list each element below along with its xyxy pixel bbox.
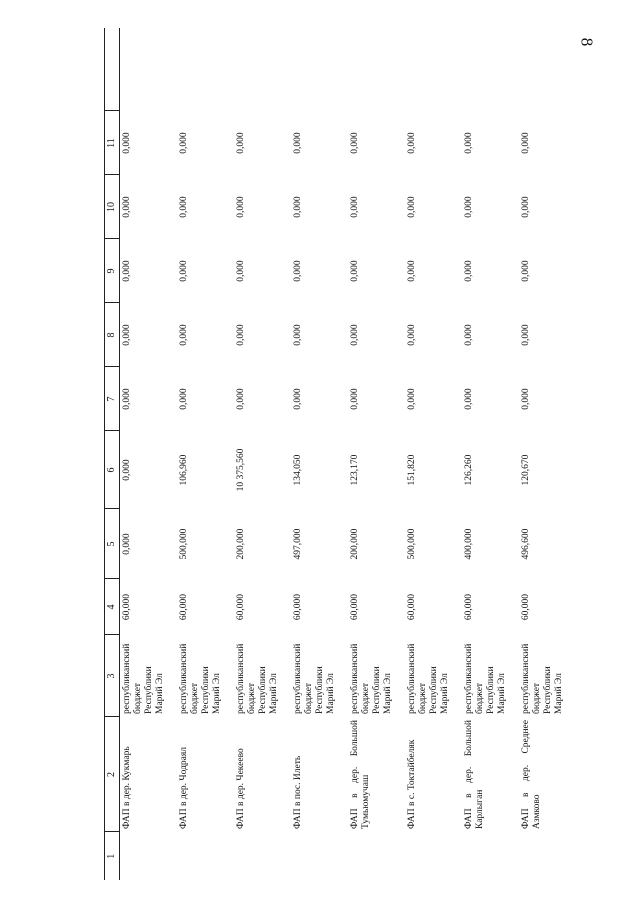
- table-row: [120, 28, 178, 880]
- row-number-cell: [348, 832, 405, 880]
- value-cell-col-5: 200,000: [350, 528, 360, 560]
- header-cell: 8: [105, 303, 120, 367]
- facility-name-cell: ФАП в дер. Кукмарь: [122, 746, 132, 829]
- value-cell-col-9: 0,000: [464, 260, 474, 282]
- value-cell-col-6: 0,000: [122, 459, 132, 481]
- value-cell-col-8: 0,000: [407, 324, 417, 346]
- value-cell-col-4: 60,000: [464, 593, 474, 621]
- row-number-cell: [120, 832, 178, 880]
- header-cell: 6: [105, 431, 120, 509]
- value-cell-col-4: 60,000: [521, 593, 531, 621]
- value-cell-col-4: 60,000: [236, 593, 246, 621]
- value-cell-col-9: 0,000: [236, 260, 246, 282]
- row-number-cell: [519, 832, 576, 880]
- value-cell-col-9: 0,000: [350, 260, 360, 282]
- value-cell-col-6: 134,050: [293, 454, 303, 486]
- facility-name-cell: ФАП в пос. Илеть: [293, 755, 303, 829]
- value-cell-col-5: 400,000: [464, 528, 474, 560]
- value-cell-col-9: 0,000: [122, 260, 132, 282]
- spacer-cell: [462, 28, 519, 111]
- value-cell-col-10: 0,000: [407, 196, 417, 218]
- value-cell-col-6: 106,960: [179, 454, 189, 486]
- facility-name-cell: ФАП в дер. Большой Тумьюмучаш: [350, 720, 371, 829]
- value-cell-col-10: 0,000: [122, 196, 132, 218]
- table-row: [177, 28, 234, 880]
- header-cell: 10: [105, 175, 120, 239]
- row-number-cell: [291, 832, 348, 880]
- spacer-cell: [291, 28, 348, 111]
- facility-name-cell: ФАП в дер. Чекеево: [236, 748, 246, 829]
- header-cell: 1: [105, 832, 120, 880]
- facility-name-cell: ФАП в дер. Большой Карлыган: [464, 720, 485, 829]
- value-cell-col-10: 0,000: [293, 196, 303, 218]
- value-cell-col-8: 0,000: [521, 324, 531, 346]
- value-cell-col-7: 0,000: [521, 388, 531, 410]
- spacer-cell: [405, 28, 462, 111]
- value-cell-col-11: 0,000: [122, 132, 132, 154]
- spacer-cell: [234, 28, 291, 111]
- funding-source-cell: республиканский бюджет Республики Марий Эл: [179, 643, 222, 714]
- value-cell-col-10: 0,000: [236, 196, 246, 218]
- value-cell-col-6: 123,170: [350, 454, 360, 486]
- value-cell-col-11: 0,000: [236, 132, 246, 154]
- value-cell-col-8: 0,000: [122, 324, 132, 346]
- funding-source-cell: республиканский бюджет Республики Марий Эл: [122, 643, 165, 714]
- value-cell-col-8: 0,000: [236, 324, 246, 346]
- table-row: [462, 28, 519, 880]
- value-cell-col-4: 60,000: [293, 593, 303, 621]
- header-row: [105, 28, 120, 880]
- header-cell: 5: [105, 509, 120, 579]
- value-cell-col-7: 0,000: [407, 388, 417, 410]
- value-cell-col-9: 0,000: [407, 260, 417, 282]
- value-cell-col-5: 200,000: [236, 528, 246, 560]
- value-cell-col-7: 0,000: [293, 388, 303, 410]
- value-cell-col-7: 0,000: [464, 388, 474, 410]
- funding-source-cell: республиканский бюджет Республики Марий Эл: [464, 643, 507, 714]
- funding-source-cell: республиканский бюджет Республики Марий Эл: [521, 643, 564, 714]
- table-body: [120, 28, 577, 880]
- value-cell-col-11: 0,000: [293, 132, 303, 154]
- value-cell-col-4: 60,000: [350, 593, 360, 621]
- spacer-cell: [348, 28, 405, 111]
- row-number-cell: [462, 832, 519, 880]
- table-row: [405, 28, 462, 880]
- value-cell-col-6: 151,820: [407, 454, 417, 486]
- funding-source-cell: республиканский бюджет Республики Марий Эл: [407, 643, 450, 714]
- value-cell-col-6: 10 375,560: [236, 448, 246, 492]
- value-cell-col-5: 0,000: [122, 533, 132, 555]
- row-number-cell: [234, 832, 291, 880]
- funding-source-cell: республиканский бюджет Республики Марий Эл: [236, 643, 279, 714]
- value-cell-col-8: 0,000: [350, 324, 360, 346]
- page-number: 8: [577, 37, 597, 47]
- value-cell-col-4: 60,000: [407, 593, 417, 621]
- value-cell-col-8: 0,000: [464, 324, 474, 346]
- header-spacer: [105, 28, 120, 111]
- spacer-cell: [177, 28, 234, 111]
- value-cell-col-10: 0,000: [521, 196, 531, 218]
- value-cell-col-11: 0,000: [179, 132, 189, 154]
- table-row: [291, 28, 348, 880]
- value-cell-col-9: 0,000: [293, 260, 303, 282]
- facility-name-cell: ФАП в дер. Среднее Азмково: [521, 720, 542, 829]
- value-cell-col-11: 0,000: [464, 132, 474, 154]
- budget-table: [104, 28, 576, 880]
- header-cell: 2: [105, 717, 120, 832]
- value-cell-col-5: 496,600: [521, 528, 531, 560]
- header-cell: 4: [105, 579, 120, 635]
- row-number-cell: [177, 832, 234, 880]
- header-cell: 3: [105, 635, 120, 717]
- value-cell-col-6: 126,260: [464, 454, 474, 486]
- value-cell-col-10: 0,000: [464, 196, 474, 218]
- value-cell-col-11: 0,000: [350, 132, 360, 154]
- value-cell-col-11: 0,000: [407, 132, 417, 154]
- value-cell-col-7: 0,000: [179, 388, 189, 410]
- value-cell-col-9: 0,000: [179, 260, 189, 282]
- table-row: [519, 28, 576, 880]
- value-cell-col-5: 497,000: [293, 528, 303, 560]
- facility-name-cell: ФАП в дер. Чодраял: [179, 747, 189, 829]
- value-cell-col-5: 500,000: [407, 528, 417, 560]
- table-row: [348, 28, 405, 880]
- value-cell-col-4: 60,000: [179, 593, 189, 621]
- value-cell-col-7: 0,000: [350, 388, 360, 410]
- value-cell-col-7: 0,000: [122, 388, 132, 410]
- value-cell-col-9: 0,000: [521, 260, 531, 282]
- facility-name-cell: ФАП в с. Токтайбеляк: [407, 739, 417, 829]
- header-cell: 7: [105, 367, 120, 431]
- value-cell-col-4: 60,000: [122, 593, 132, 621]
- rotated-table-container: [104, 28, 624, 880]
- value-cell-col-10: 0,000: [350, 196, 360, 218]
- header-cell: 9: [105, 239, 120, 303]
- value-cell-col-11: 0,000: [521, 132, 531, 154]
- value-cell-col-8: 0,000: [293, 324, 303, 346]
- funding-source-cell: республиканский бюджет Республики Марий Эл: [293, 643, 336, 714]
- spacer-cell: [120, 28, 178, 111]
- value-cell-col-6: 120,670: [521, 454, 531, 486]
- table-row: [234, 28, 291, 880]
- row-number-cell: [405, 832, 462, 880]
- value-cell-col-5: 500,000: [179, 528, 189, 560]
- spacer-cell: [519, 28, 576, 111]
- value-cell-col-7: 0,000: [236, 388, 246, 410]
- funding-source-cell: республиканский бюджет Республики Марий Эл: [350, 643, 393, 714]
- value-cell-col-10: 0,000: [179, 196, 189, 218]
- value-cell-col-8: 0,000: [179, 324, 189, 346]
- header-cell: 11: [105, 111, 120, 175]
